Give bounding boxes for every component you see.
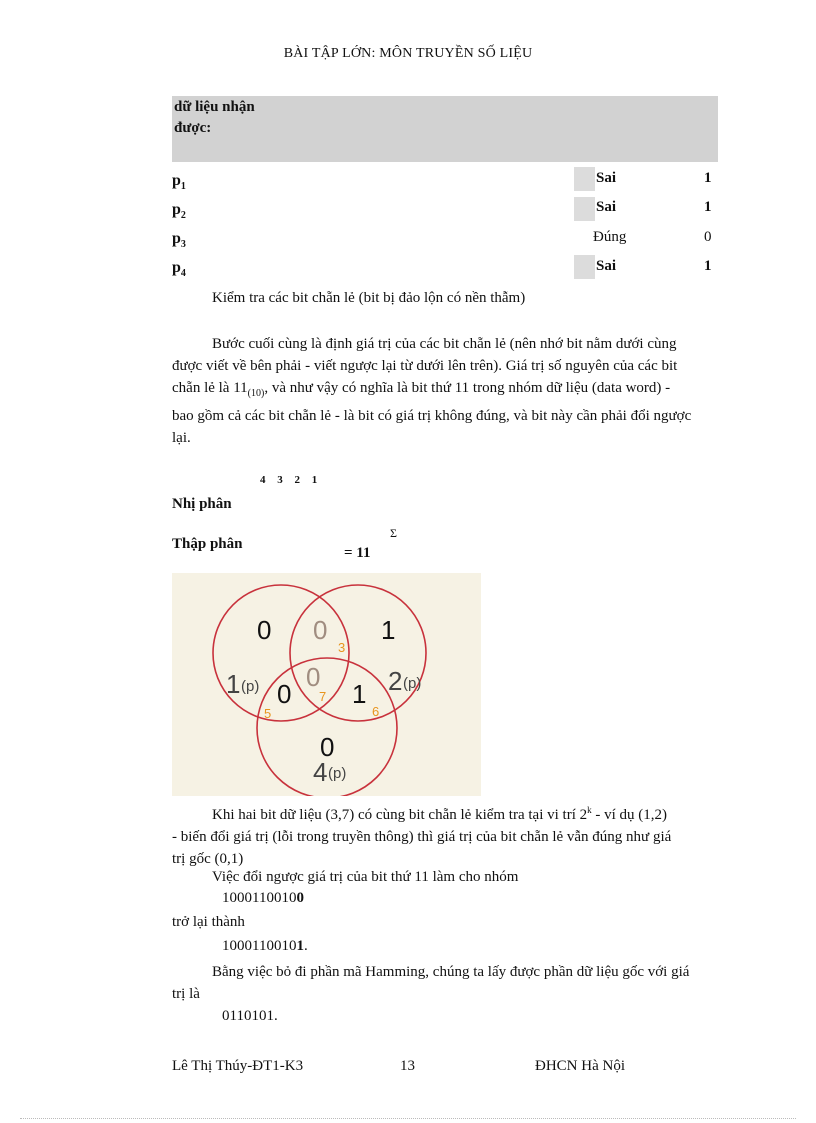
hamming-venn-diagram <box>172 573 481 796</box>
bit-6: 1 <box>352 679 367 709</box>
row-shade-p4 <box>574 255 595 279</box>
bit-5-index: 5 <box>264 706 272 721</box>
result-p4: Sai <box>596 258 617 274</box>
bit-5: 0 <box>277 679 292 709</box>
back-to-label: trở lại thành <box>172 914 245 930</box>
data-word-before: 10001100100 <box>222 890 304 906</box>
value-p2: 1 <box>704 199 712 215</box>
result-p3: Đúng <box>593 229 627 245</box>
parity-label-p1: $p_1$ <box>172 172 186 193</box>
bit-6-index: 6 <box>372 704 380 719</box>
bit-3-index: 3 <box>338 640 346 655</box>
flip-sentence: Việc đổi ngược giá trị của bit thứ 11 làm cho nhóm <box>212 869 519 885</box>
value-p4: 1 <box>704 258 712 274</box>
table-header-label: dữ liệu nhận được: <box>174 99 255 136</box>
footer-author: Lê Thị Thúy-ĐT1-K3 <box>172 1058 304 1074</box>
result-p1: Sai <box>596 170 617 186</box>
data-word-after: 10001100101. <box>222 938 308 954</box>
bit-c3-only: 0 <box>320 732 335 762</box>
parity-2-tag: (p) <box>403 675 422 692</box>
page-bottom-border <box>20 1118 796 1119</box>
parity-label-p3: $p_3$ <box>172 230 186 251</box>
table-caption: Kiểm tra các bit chẵn lẻ (bit bị đảo lộn có nền thẫm) <box>212 290 526 306</box>
parity-4-tag: (p) <box>328 765 347 782</box>
value-p3: 0 <box>704 229 712 245</box>
paragraph-parity-value: Bước cuối cùng là định giá trị của các bit chẵn lẻ (nên nhớ bit nằm dưới cùng được viết về bên phải - viết ngược lại từ dưới lên trên). Giá trị số nguyên của các bit chẵn lẻ là $11_{(10)}$, và như vậy có nghĩa là bit thứ 11 trong nhóm dữ liệu (data word) - bao gồm cả các bit chẵn lẻ - là bit có giá trị không đúng, và bit này cần phải đổi ngược lại. <box>172 336 692 446</box>
parity-2-number: 2 <box>388 666 403 696</box>
row-shade-p1 <box>574 167 595 191</box>
bit-indices: 4 3 2 1 <box>260 474 318 486</box>
bit-7: 0 <box>306 662 321 692</box>
decimal-result: = 11 <box>344 545 371 561</box>
parity-1-tag: (p) <box>241 678 260 695</box>
row-shade-p2 <box>574 197 595 221</box>
paragraph-two-bit-error: Khi hai bit dữ liệu (3,7) có cùng bit chẵn lẻ kiểm tra tại vi trí 2$^k$ - ví dụ (1,2) - biến đổi giá trị (lỗi trong truyền thông) thì giá trị của bit chẵn lẻ vẫn đúng như giá trị gốc (0,1) <box>172 805 672 867</box>
bit-c1-only: 0 <box>257 615 272 645</box>
bit-7-index: 7 <box>319 689 327 704</box>
bit-3: 0 <box>313 615 328 645</box>
binary-label: Nhị phân <box>172 496 232 512</box>
parity-1-number: 1 <box>226 669 241 699</box>
footer-page-number: 13 <box>400 1058 415 1074</box>
result-p2: Sai <box>596 199 617 215</box>
sum-symbol: Σ <box>390 526 397 540</box>
decimal-label: Thập phân <box>172 536 243 552</box>
parity-label-p4: $p_4$ <box>172 259 186 280</box>
bit-c2-only: 1 <box>381 615 396 645</box>
original-data-value: 0110101. <box>222 1008 278 1024</box>
parity-label-p2: $p_2$ <box>172 201 186 222</box>
paragraph-original-data: Bằng việc bỏ đi phần mã Hamming, chúng ta lấy được phần dữ liệu gốc với giá trị là <box>172 964 690 1002</box>
value-p1: 1 <box>704 170 712 186</box>
page-header-title: BÀI TẬP LỚN: MÔN TRUYỀN SỐ LIỆU <box>283 46 533 61</box>
footer-school: ĐHCN Hà Nội <box>535 1058 625 1074</box>
parity-4-number: 4 <box>313 757 328 787</box>
